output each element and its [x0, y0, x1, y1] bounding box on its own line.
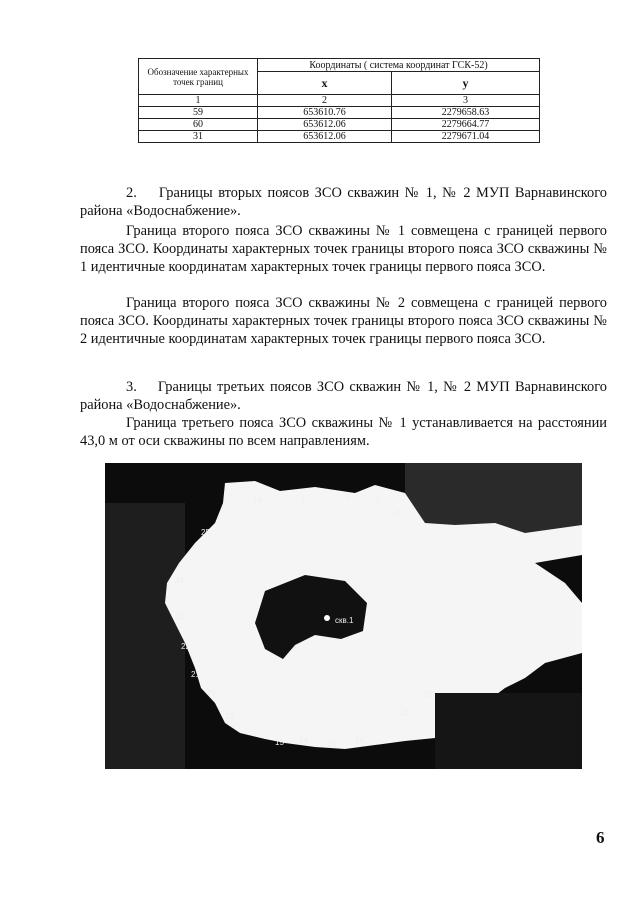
- point-id: 31: [139, 131, 258, 143]
- header-y: y: [391, 72, 539, 95]
- point-id: 59: [139, 107, 258, 119]
- point-label: 21: [191, 670, 200, 679]
- section-3-paragraph-1: Граница третьего пояса ЗСО скважины № 1 устанавливается на расстоянии 43,0 м от оси скважины по всем направлениям.: [80, 415, 607, 449]
- column-number: 3: [391, 95, 539, 107]
- coord-x: 653612.06: [258, 131, 392, 143]
- point-label: 23: [175, 612, 184, 621]
- table-row: [139, 107, 540, 119]
- column-number: 2: [258, 95, 392, 107]
- point-label: 16: [401, 708, 410, 717]
- zone-map: [105, 463, 582, 769]
- point-label: 17: [423, 690, 432, 699]
- point-label: 2: [345, 492, 350, 501]
- table-row: [139, 119, 540, 131]
- zone-map-image: [105, 463, 582, 769]
- table-row: [139, 131, 540, 143]
- page-number: 6: [596, 828, 605, 847]
- header-x: x: [258, 72, 392, 95]
- point-label: 12: [355, 734, 364, 743]
- coord-x: 653612.06: [258, 119, 392, 131]
- coord-y: 2279671.04: [391, 131, 539, 143]
- section-2-paragraph-1: Граница второго пояса ЗСО скважины № 1 совмещена с границей первого пояса ЗСО. Координаты характерных точек границы второго пояса ЗСО скважины № 1 идентичные координатам характерных точек границы первого пояса ЗСО.: [80, 223, 607, 275]
- coord-y: 2279664.77: [391, 119, 539, 131]
- coord-x: 653610.76: [258, 107, 392, 119]
- section-2-paragraph-2: Граница второго пояса ЗСО скважины № 2 совмещена с границей первого пояса ЗСО. Координаты характерных точек границы второго пояса ЗСО скважины № 2 идентичные координатам характерных точек границы первого пояса ЗСО.: [80, 295, 607, 347]
- column-number: 1: [139, 95, 258, 107]
- point-label: 15: [275, 738, 284, 747]
- section-2-heading: 2. Границы вторых поясов ЗСО скважин № 1, № 2 МУП Варнавинского района «Водоснабжение».: [80, 185, 607, 219]
- point-label: 4: [395, 508, 400, 517]
- point-label: 24: [175, 576, 184, 585]
- point-label: 3: [375, 496, 380, 505]
- point-label: 25: [201, 528, 210, 537]
- point-label: 1: [301, 496, 306, 505]
- point-label: 19: [225, 712, 234, 721]
- point-label: 22: [181, 642, 190, 651]
- point-id: 60: [139, 119, 258, 131]
- coordinates-table: [138, 58, 540, 143]
- header-point-name: Обозначение характерных точек границ: [139, 59, 258, 95]
- point-label: 14: [299, 736, 308, 745]
- coord-y: 2279658.63: [391, 107, 539, 119]
- point-label: 13: [327, 740, 336, 749]
- header-coordinates: Координаты ( система координат ГСК-52): [258, 59, 540, 72]
- point-label: 20: [207, 688, 216, 697]
- point-label: 18: [253, 496, 262, 505]
- section-3-heading: 3. Границы третьих поясов ЗСО скважин № 1, № 2 МУП Варнавинского района «Водоснабжение».: [80, 379, 607, 413]
- well-label: скв.1: [335, 616, 354, 625]
